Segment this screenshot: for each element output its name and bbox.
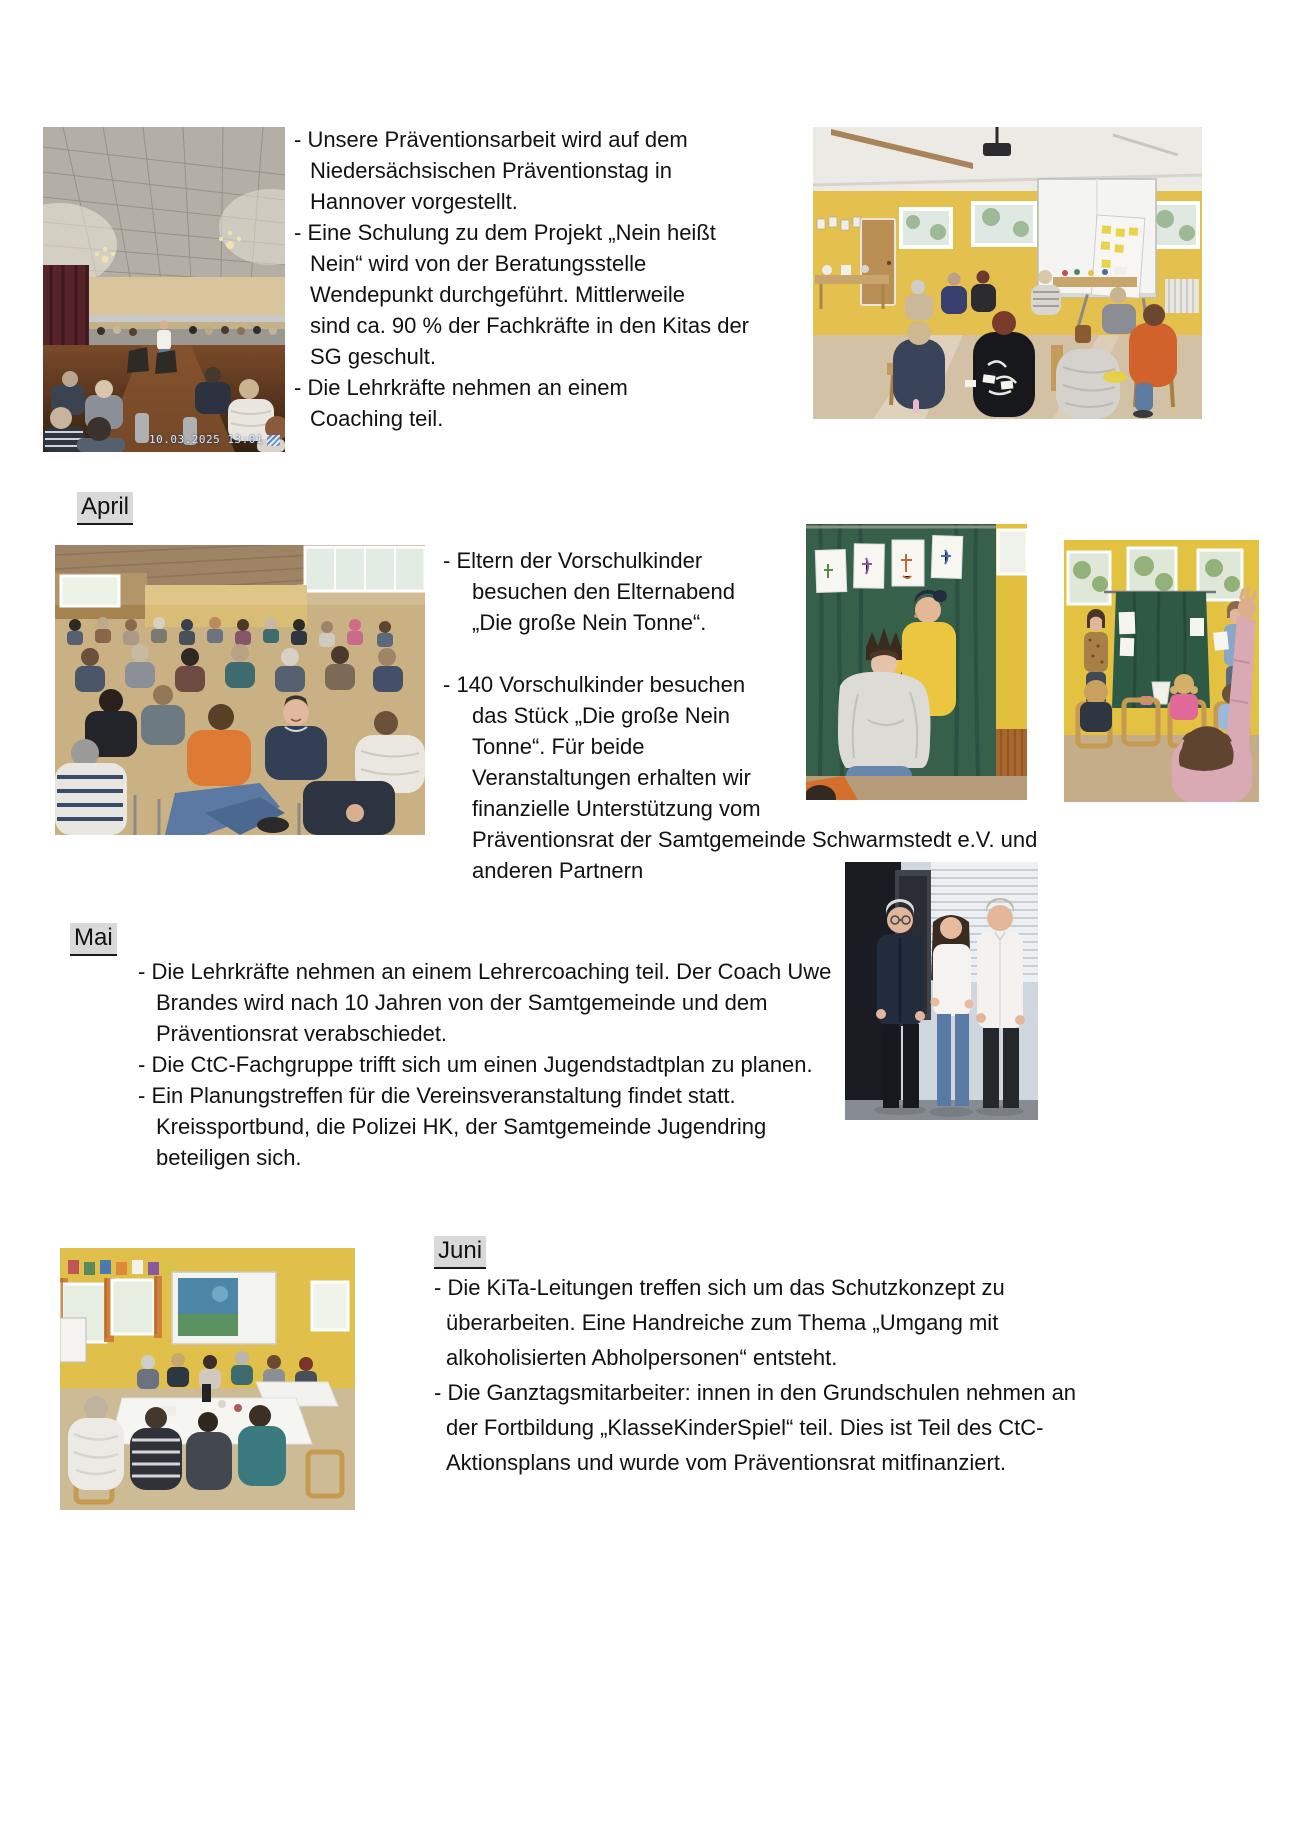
text-line: - Eine Schulung zu dem Projekt „Nein heißt xyxy=(294,220,716,245)
text-line: - Die Lehrkräfte nehmen an einem xyxy=(294,375,628,400)
photo-seminar-circle xyxy=(813,127,1202,419)
kita-meeting-illustration xyxy=(60,1248,355,1510)
mai-text-block xyxy=(138,956,831,1173)
text-line: alkoholisierten Abholpersonen“ entsteht. xyxy=(446,1345,838,1370)
text-line: SG geschult. xyxy=(310,344,436,369)
text-line: - 140 Vorschulkinder besuchen xyxy=(443,672,746,697)
text-line: - Eltern der Vorschulkinder xyxy=(443,548,703,573)
parents-audience-illustration xyxy=(55,545,425,835)
photo-kita-meeting xyxy=(60,1248,355,1510)
photo-nein-tonne-scene xyxy=(806,524,1027,800)
coach-farewell-illustration xyxy=(845,862,1038,1120)
text-line: Wendepunkt durchgeführt. Mittlerweile xyxy=(310,282,686,307)
text-line: - Die CtC-Fachgruppe trifft sich um einen Jugendstadtplan zu planen. xyxy=(138,1052,813,1077)
text-line: Präventionsrat verabschiedet. xyxy=(156,1021,448,1046)
text-line: Veranstaltungen erhalten wir xyxy=(472,765,751,790)
photo-nein-tonne-audience xyxy=(1064,540,1259,802)
text-line: Aktionsplans und wurde vom Präventionsrat mitfinanziert. xyxy=(446,1450,1007,1475)
text-line: Hannover vorgestellt. xyxy=(310,189,518,214)
text-line: - Die Ganztagsmitarbeiter: innen in den Grundschulen nehmen an xyxy=(434,1380,1077,1405)
text-line: Nein“ wird von der Beratungsstelle xyxy=(310,251,647,276)
text-line: - Die KiTa-Leitungen treffen sich um das Schutzkonzept zu xyxy=(434,1275,1005,1300)
text-line: - Ein Planungstreffen für die Vereinsveranstaltung findet statt. xyxy=(138,1083,736,1108)
text-line: das Stück „Die große Nein xyxy=(472,703,730,728)
photo-parents-audience xyxy=(55,545,425,835)
section-heading-juni: Juni xyxy=(434,1236,486,1269)
conference-hall-illustration xyxy=(43,127,285,452)
section-heading-april: April xyxy=(77,492,133,525)
text-line: Präventionsrat der Samtgemeinde Schwarmstedt e.V. und xyxy=(472,827,1038,852)
juni-text-block xyxy=(434,1270,1076,1480)
photo-timestamp: 10.03.2025 13:01 xyxy=(149,433,263,446)
section-heading-mai: Mai xyxy=(70,923,117,956)
text-line: „Die große Nein Tonne“. xyxy=(472,610,707,635)
top-text-block xyxy=(294,124,749,434)
camera-stamp-icon xyxy=(267,435,280,446)
text-line: - Unsere Präventionsarbeit wird auf dem xyxy=(294,127,688,152)
text-line: Brandes wird nach 10 Jahren von der Samtgemeinde und dem xyxy=(156,990,768,1015)
photo-conference-hall xyxy=(43,127,285,452)
text-line: beteiligen sich. xyxy=(156,1145,302,1170)
text-line: anderen Partnern xyxy=(472,858,644,883)
seminar-circle-illustration xyxy=(813,127,1202,419)
nein-tonne-scene-illustration xyxy=(806,524,1027,800)
text-line: besuchen den Elternabend xyxy=(472,579,735,604)
text-line: finanzielle Unterstützung vom xyxy=(472,796,761,821)
photo-coach-farewell xyxy=(845,862,1038,1120)
text-line: Niedersächsischen Präventionstag in xyxy=(310,158,672,183)
text-line: der Fortbildung „KlasseKinderSpiel“ teil. Dies ist Teil des CtC- xyxy=(446,1415,1044,1440)
text-line: Coaching teil. xyxy=(310,406,444,431)
text-line: Tonne“. Für beide xyxy=(472,734,645,759)
text-line: Kreissportbund, die Polizei HK, der Samtgemeinde Jugendring xyxy=(156,1114,767,1139)
text-line: sind ca. 90 % der Fachkräfte in den Kitas der xyxy=(310,313,750,338)
text-line: - Die Lehrkräfte nehmen an einem Lehrercoaching teil. Der Coach Uwe xyxy=(138,959,832,984)
text-line: überarbeiten. Eine Handreiche zum Thema „Umgang mit xyxy=(446,1310,999,1335)
nein-tonne-audience-illustration xyxy=(1064,540,1259,802)
